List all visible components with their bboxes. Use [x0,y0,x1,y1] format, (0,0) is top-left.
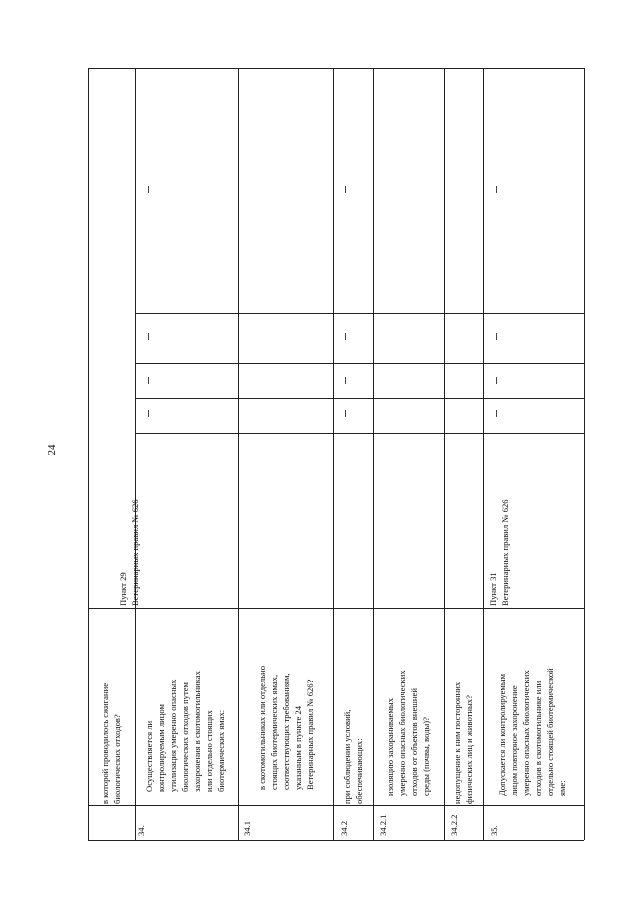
row-number: 35. [489,825,499,836]
row-number: 34.2.2 [449,814,459,836]
page-number: 24 [46,444,58,456]
row-number: 34. [136,825,146,836]
column-divider [135,363,584,364]
table-border [584,68,585,840]
column-divider [88,805,584,806]
question-text: при соблюдении условий, обеспечивающих: [342,709,364,804]
row-divider [373,68,374,840]
table-border [88,68,89,840]
legal-reference: Пункт 31 Ветеринарных правил № 626 [488,499,510,606]
empty-cell-mark [496,186,497,193]
column-divider [135,398,584,399]
column-divider [135,313,584,314]
legal-reference: Пункт 29 Ветеринарных правил № 626 [118,499,140,606]
table-border [88,840,584,841]
row-divider [483,68,484,840]
question-text: Допускается ли контролируемым лицом повторное захоронение умеренно опасных биологических отходов в скотомогильнике или отдельно стоящей биотермической яме: [497,668,567,796]
question-text: в которой проводилось сжигание биологических отходов? [100,682,122,804]
column-divider [135,433,584,434]
empty-cell-mark [148,333,149,340]
question-text: изоляцию захораниваемых умеренно опасных биологических отходов от объектов внешней среды (почвы, воды)? [385,670,431,796]
empty-cell-mark [496,410,497,417]
empty-cell-mark [496,333,497,340]
empty-cell-mark [345,377,346,384]
empty-cell-mark [148,377,149,384]
question-text: Осуществляется ли контролируемым лицом утилизация умеренно опасных биологических отходов путем захоронения в скотомогильниках или отдельно стоящих биотермических ямах: [144,671,226,792]
table-border [88,68,584,69]
row-number: 34.1 [242,820,252,836]
row-divider [444,68,445,840]
empty-cell-mark [148,410,149,417]
row-number: 34.2 [339,820,349,836]
question-text: недопущение к ним посторонних физических лиц и животных? [452,681,474,804]
empty-cell-mark [148,186,149,193]
row-divider [333,68,334,840]
question-text: в скотомогильниках или отдельно стоящих биотермических ямах, соответствующих требованиям, указанным в пункте 24 Ветеринарных правил № 626? [257,665,315,790]
empty-cell-mark [345,186,346,193]
empty-cell-mark [496,377,497,384]
row-number: 34.2.1 [378,814,388,836]
empty-cell-mark [345,410,346,417]
empty-cell-mark [345,333,346,340]
row-divider [238,68,239,840]
